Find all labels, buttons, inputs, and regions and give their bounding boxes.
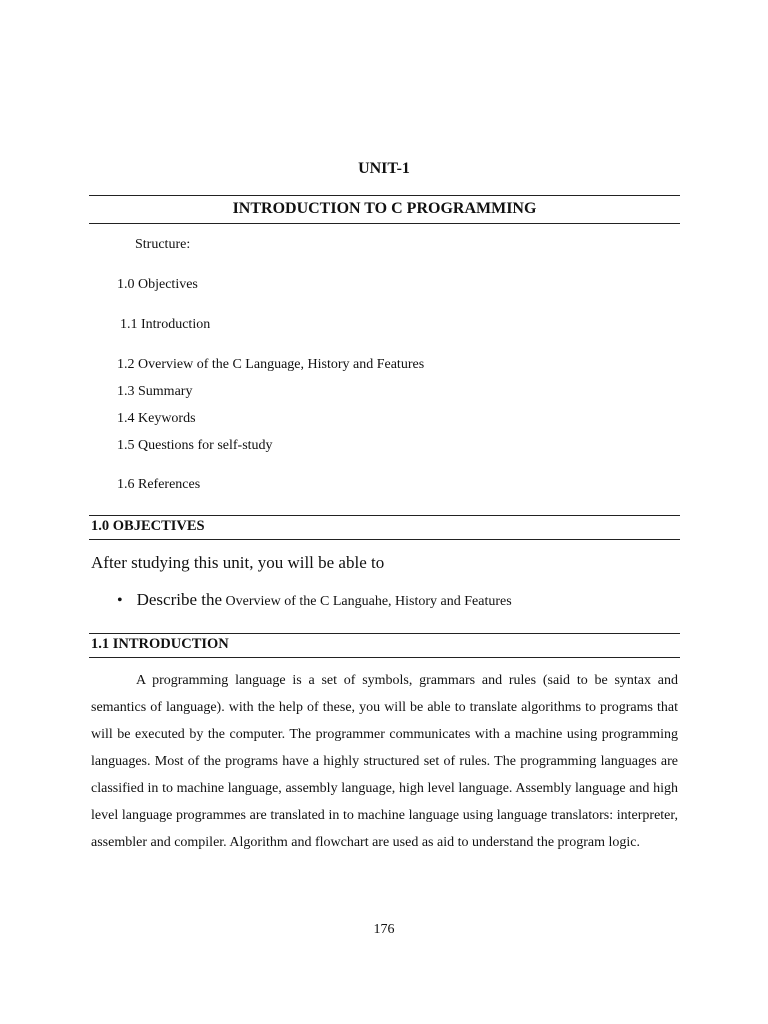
introduction-top-rule: [89, 633, 680, 634]
title-top-rule: [89, 195, 680, 196]
toc-item-summary: 1.3 Summary: [117, 384, 193, 399]
objectives-top-rule: [89, 515, 680, 516]
unit-title: UNIT-1: [358, 160, 410, 177]
toc-item-introduction: 1.1 Introduction: [120, 317, 211, 332]
objectives-heading: 1.0 OBJECTIVES: [91, 518, 205, 534]
objective-bullet-item: [117, 590, 512, 610]
title-bottom-rule: [89, 223, 680, 224]
introduction-heading: 1.1 INTRODUCTION: [91, 636, 229, 652]
bullet-icon: •: [117, 592, 123, 609]
chapter-title: INTRODUCTION TO C PROGRAMMING: [232, 200, 537, 217]
objectives-intro: After studying this unit, you will be able to: [91, 553, 385, 572]
toc-item-questions: 1.5 Questions for self-study: [117, 438, 273, 453]
toc-item-objectives: 1.0 Objectives: [117, 277, 198, 292]
toc-item-references: 1.6 References: [117, 477, 201, 492]
objectives-bottom-rule: [89, 539, 680, 540]
page-number: 176: [373, 922, 395, 937]
introduction-bottom-rule: [89, 657, 680, 658]
structure-heading: Structure:: [135, 237, 191, 252]
toc-item-keywords: 1.4 Keywords: [117, 411, 196, 426]
introduction-paragraph: A programming language is a set of symbols, grammars and rules (said to be syntax and semantics of language). with the help of these, you will be able to translate algorithms to programs that will be executed by the computer. The programmer communicates with a machine using programming languages. Most of the programs have a highly structured set of rules. The programming languages are classified in to machine language, assembly language, high level language. Assembly language and high level language programmes are translated in to machine language using language translators: interpreter, assembler and compiler. Algorithm and flowchart are used as aid to understand the program logic.: [91, 673, 678, 850]
bullet-text: Overview of the C Languahe, History and Features: [225, 594, 512, 609]
bullet-lead-text: Describe the: [136, 590, 223, 609]
toc-item-overview: 1.2 Overview of the C Language, History and Features: [117, 357, 425, 372]
